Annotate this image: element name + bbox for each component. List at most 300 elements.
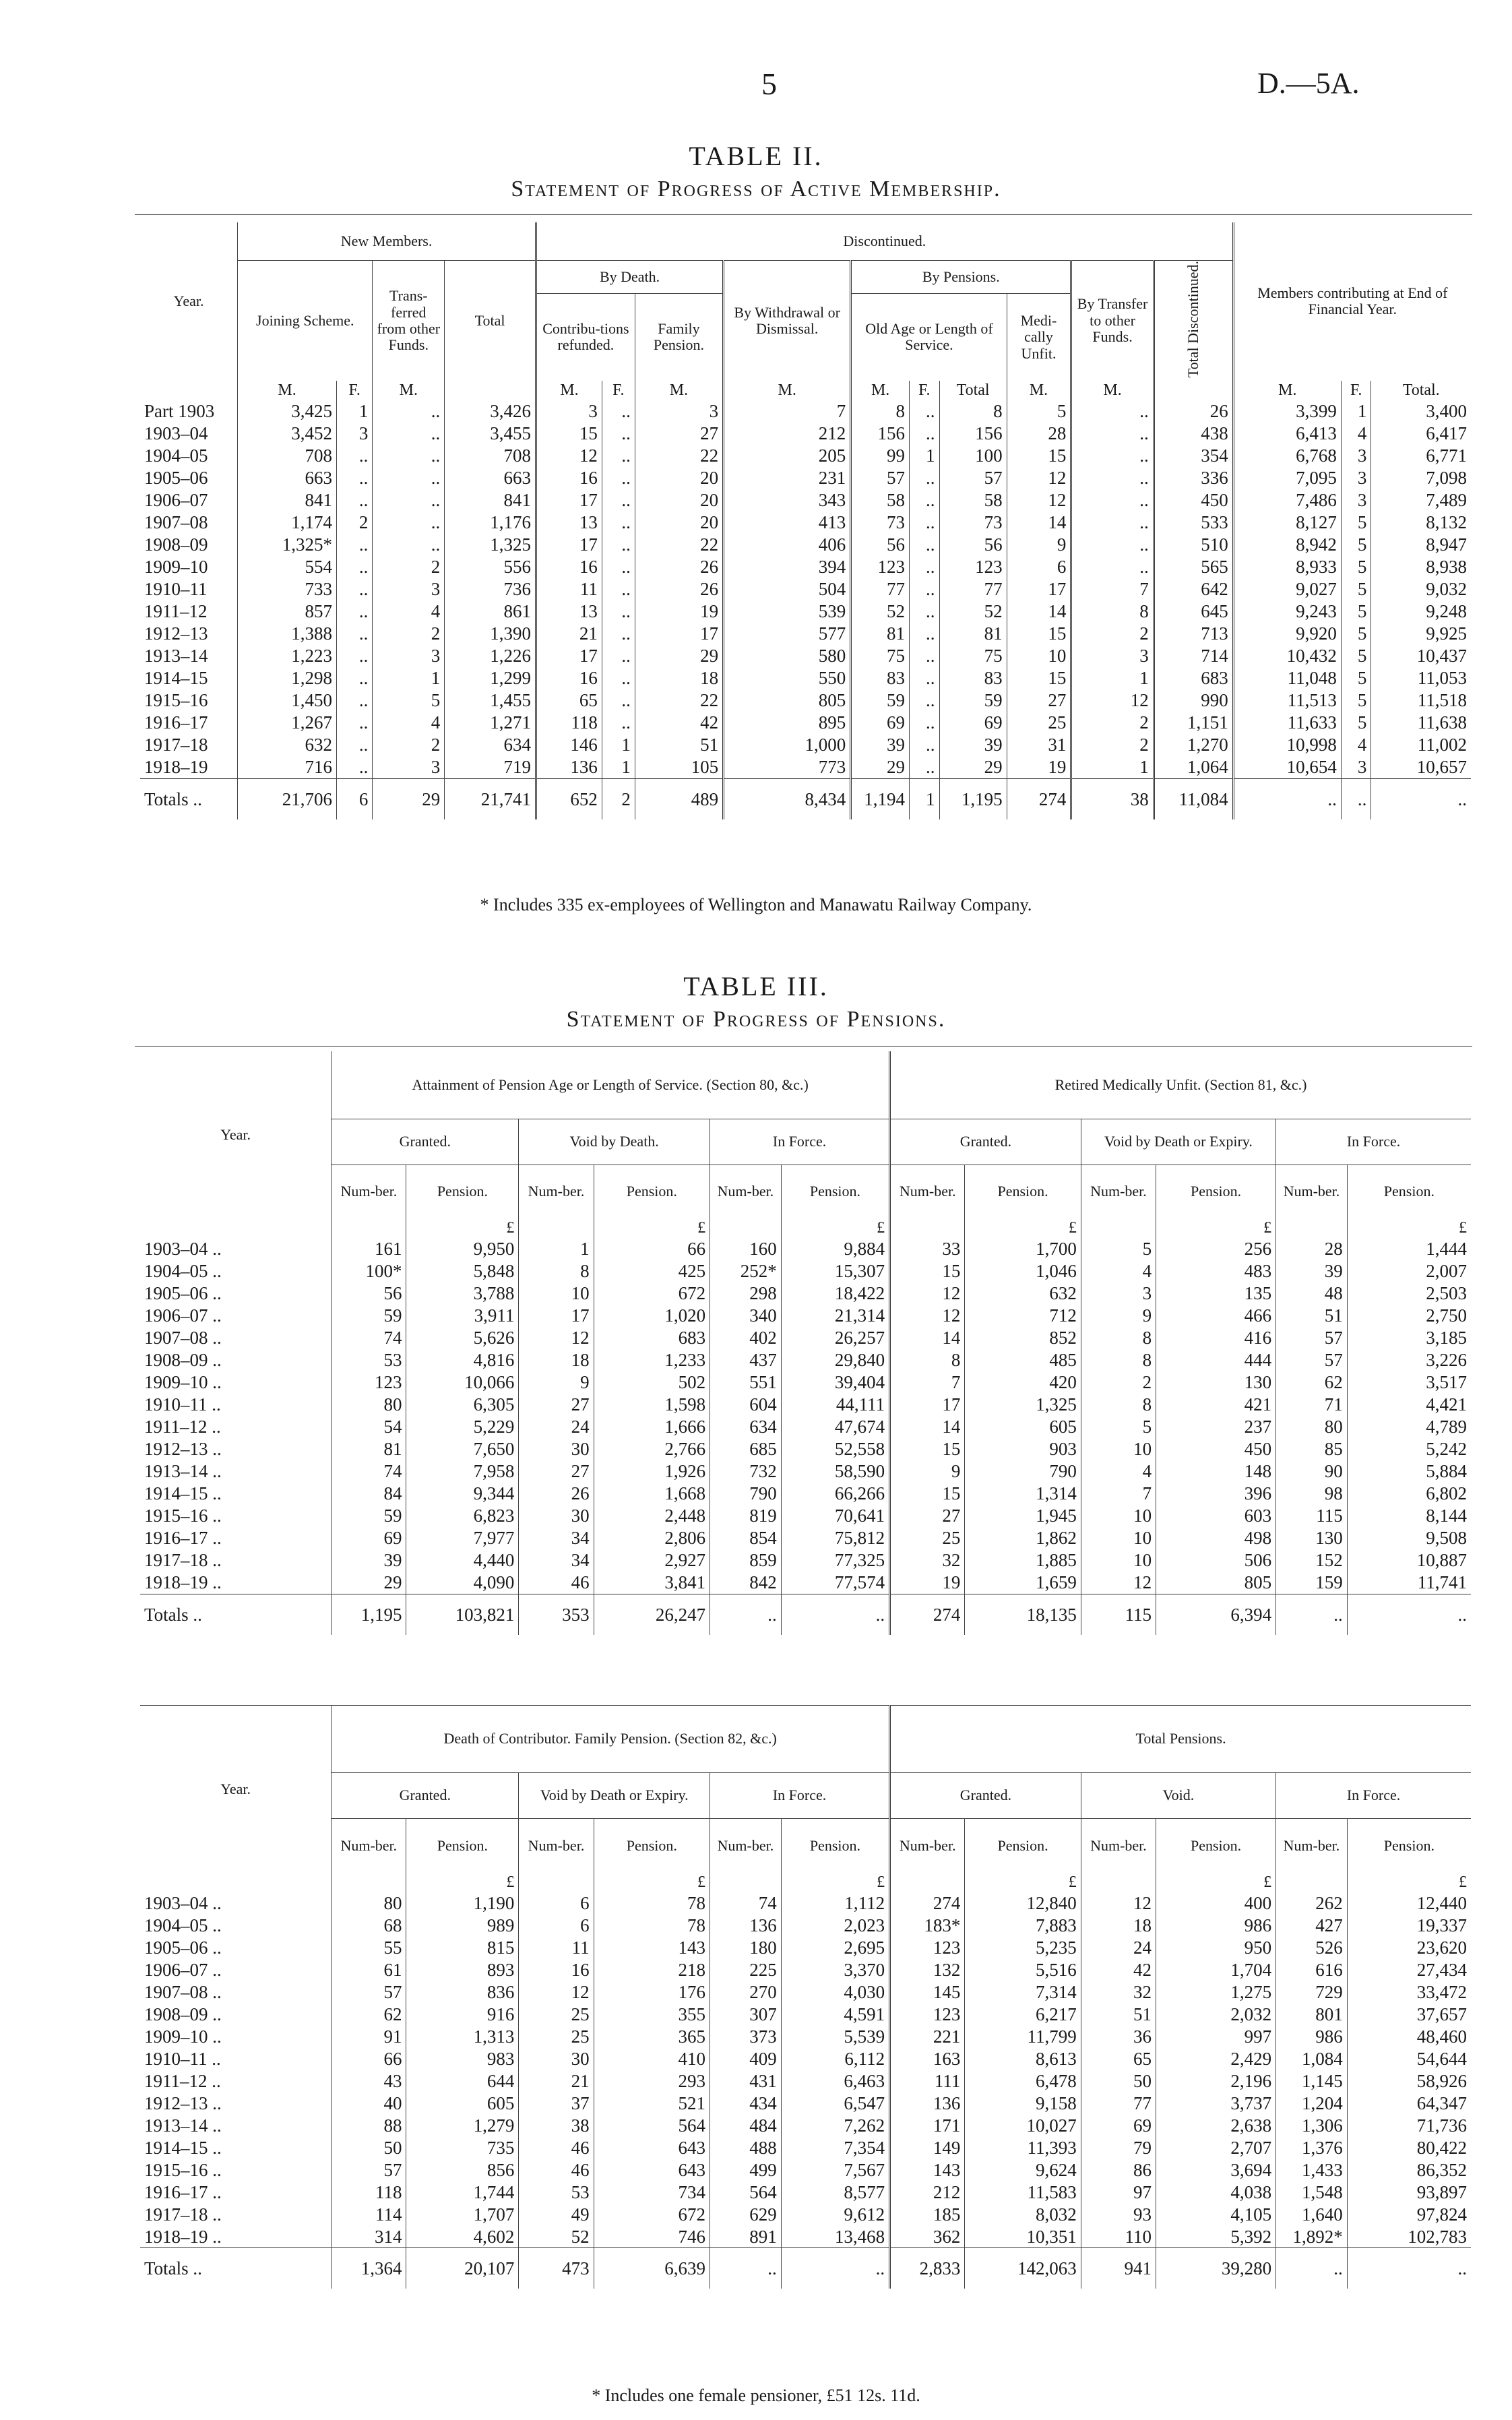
table-row (140, 2003, 1471, 2025)
t3b-value-cell: 1,275 (1156, 1981, 1276, 2003)
t3b-value-cell: 499 (710, 2159, 782, 2181)
t3b-value-cell: 983 (406, 2047, 519, 2070)
t3-h-number: Num-ber. (332, 1165, 406, 1218)
t3a-value-cell: 1,046 (965, 1260, 1081, 1282)
t3a-value-cell: 672 (594, 1282, 710, 1305)
t3a-value-cell: 81 (332, 1438, 406, 1460)
t3b-year-cell: 1907–08 .. (144, 1981, 222, 2002)
t2-value-cell: 105 (635, 756, 723, 779)
t3b-value-cell: 80 (332, 1892, 406, 1914)
t2-value-cell: 8,127 (1233, 511, 1341, 534)
t3-h-pension: Pension. (781, 1819, 889, 1873)
t2-unit-label: M. (1233, 381, 1341, 400)
t3a-value-cell: 5,848 (406, 1260, 519, 1282)
t2-value-cell: 2 (1071, 712, 1154, 734)
t2-value-cell: 736 (445, 578, 536, 600)
t2-value-cell: 5 (1341, 667, 1371, 689)
table-row (140, 1958, 1471, 1981)
t3b-value-cell: 93 (1081, 2203, 1156, 2225)
t2-value-cell: 10,654 (1233, 756, 1341, 779)
t2-value-cell: 26 (1154, 400, 1233, 423)
t3a-value-cell: 10 (1081, 1505, 1156, 1527)
table-row (140, 1460, 1471, 1483)
t3b-h-total-pensions: Total Pensions. (890, 1706, 1471, 1773)
t3b-value-cell: 9,624 (965, 2159, 1081, 2181)
t3a-value-cell: 9 (890, 1460, 965, 1483)
table-row (140, 1483, 1471, 1505)
t3a-value-cell: 466 (1156, 1305, 1276, 1327)
t2-value-cell: 6,771 (1371, 445, 1471, 467)
t3a-value-cell: 805 (1156, 1572, 1276, 1594)
t2-value-cell: 136 (536, 756, 602, 779)
t3b-value-cell: 2,023 (781, 1914, 889, 1936)
t3b-unit-blank (140, 1873, 332, 1892)
t3b-unit-label (890, 1873, 965, 1892)
t2-value-cell: 16 (536, 467, 602, 489)
t3a-value-cell: 5,229 (406, 1416, 519, 1438)
table3a-header (140, 1051, 1471, 1218)
t3b-value-cell: 4,030 (781, 1981, 889, 2003)
t3b-year-cell: 1906–07 .. (144, 1959, 222, 1980)
t2-value-cell: 21,741 (445, 778, 536, 819)
t3a-value-cell: 416 (1156, 1327, 1276, 1349)
t2-value-cell: .. (1071, 423, 1154, 445)
t3b-value-cell: 62 (332, 2003, 406, 2025)
t2-value-cell: .. (910, 756, 940, 779)
t2-value-cell: 1 (602, 734, 635, 756)
t3a-unit-label (1276, 1218, 1348, 1238)
t3b-value-cell: 93,897 (1347, 2181, 1471, 2203)
t3a-value-cell: 790 (710, 1483, 782, 1505)
t3b-value-cell: 74 (710, 1892, 782, 1914)
t3a-value-cell: 71 (1276, 1394, 1348, 1416)
table-row (140, 712, 1471, 734)
t3a-value-cell: 1,668 (594, 1483, 710, 1505)
t3a-value-cell: 4,789 (1347, 1416, 1471, 1438)
t3b-year-cell: 1912–13 .. (144, 2092, 222, 2113)
t3a-value-cell: 59 (332, 1505, 406, 1527)
t3a-value-cell: 4,816 (406, 1349, 519, 1371)
t3a-value-cell: 1,945 (965, 1505, 1081, 1527)
t3-h-number: Num-ber. (1081, 1165, 1156, 1218)
t3a-h-retired: Retired Medically Unfit. (Section 81, &c.) (890, 1051, 1471, 1119)
t2-value-cell: 9,248 (1371, 600, 1471, 623)
t2-value-cell: 773 (724, 756, 851, 779)
t3a-value-cell: 90 (1276, 1460, 1348, 1483)
t2-value-cell: 17 (536, 534, 602, 556)
t2-value-cell: 5 (1341, 578, 1371, 600)
t3b-unit-row (140, 1873, 1471, 1892)
t3b-value-cell: 4,602 (406, 2225, 519, 2248)
t2-value-cell: 20 (635, 489, 723, 511)
t3a-year-cell: 1907–08 .. (144, 1328, 222, 1348)
t3b-value-cell: 1,190 (406, 1892, 519, 1914)
t3b-year-cell: 1911–12 .. (144, 2070, 221, 2091)
t2-value-cell: 1,455 (445, 689, 536, 712)
t3b-value-cell: 409 (710, 2047, 782, 2070)
t3-h-pension: Pension. (594, 1165, 710, 1218)
t3b-unit-label (1081, 1873, 1156, 1892)
t3-h-pension: Pension. (1347, 1819, 1471, 1873)
table-row (140, 400, 1471, 423)
t2-value-cell: 16 (536, 667, 602, 689)
t3b-year-cell: 1913–14 .. (144, 2115, 222, 2136)
t2-value-cell: 27 (635, 423, 723, 445)
t3b-value-cell: 307 (710, 2003, 782, 2025)
t3b-value-cell: 9,158 (965, 2092, 1081, 2114)
t3a-value-cell: 551 (710, 1371, 782, 1394)
t2-unit-label: M. (373, 381, 445, 400)
t3-h-number: Num-ber. (710, 1819, 782, 1873)
t3b-value-cell: 6,217 (965, 2003, 1081, 2025)
t3-h-pension: Pension. (406, 1819, 519, 1873)
t3a-value-cell: 15 (890, 1483, 965, 1505)
t3a-value-cell: 135 (1156, 1282, 1276, 1305)
t3b-value-cell: 221 (890, 2025, 965, 2047)
t3a-value-cell: 8 (1081, 1349, 1156, 1371)
t3b-value-cell: 2,032 (1156, 2003, 1276, 2025)
t3a-year-cell: 1913–14 .. (144, 1461, 222, 1482)
t2-value-cell: 6 (337, 778, 373, 819)
t3a-year-cell: Totals .. (140, 1594, 332, 1635)
t2-value-cell: 7,095 (1233, 467, 1341, 489)
t2-value-cell: .. (337, 756, 373, 779)
t3a-h-in-force: In Force. (710, 1119, 890, 1165)
t2-value-cell: 1,223 (238, 645, 337, 667)
t3a-year-cell: 1915–16 .. (144, 1506, 222, 1526)
t3-h-pension: Pension. (1347, 1165, 1471, 1218)
t3a-value-cell: 450 (1156, 1438, 1276, 1460)
t3a-value-cell: 10,887 (1347, 1549, 1471, 1572)
t2-value-cell: 118 (536, 712, 602, 734)
t2-value-cell: 336 (1154, 467, 1233, 489)
t3a-value-cell: 1,233 (594, 1349, 710, 1371)
t2-year-cell: 1916–17 (144, 712, 208, 733)
t3b-value-cell: 986 (1156, 1914, 1276, 1936)
t3-h-number: Num-ber. (710, 1165, 782, 1218)
t3a-value-cell: 30 (519, 1438, 594, 1460)
t3b-value-cell: 1,704 (1156, 1958, 1276, 1981)
t2-h-family-pension: Family Pension. (635, 294, 723, 381)
table-row (140, 1260, 1471, 1282)
t2-unit-label: F. (910, 381, 940, 400)
table-row (140, 1327, 1471, 1349)
t2-value-cell: 3,400 (1371, 400, 1471, 423)
t2-h-by-transfer: By Transfer to other Funds. (1071, 260, 1154, 381)
t2-value-cell: 6 (1007, 556, 1071, 578)
t2-value-cell: 857 (238, 600, 337, 623)
page-number: 5 (761, 67, 777, 101)
t3-h-pension: Pension. (965, 1819, 1081, 1873)
table3-subtitle: Statement of Progress of Pensions. (566, 1007, 946, 1032)
t3a-value-cell: 3 (1081, 1282, 1156, 1305)
t2-value-cell: .. (1071, 400, 1154, 423)
table-row (140, 2225, 1471, 2248)
t3b-h-death-contrib: Death of Contributor. Family Pension. (Section 82, &c.) (332, 1706, 890, 1773)
t3a-value-cell: 3,517 (1347, 1371, 1471, 1394)
t2-value-cell: 5 (1341, 623, 1371, 645)
t2-value-cell: .. (602, 467, 635, 489)
t3b-year-cell: 1905–06 .. (144, 1937, 222, 1958)
t2-value-cell: .. (602, 400, 635, 423)
t2-value-cell: .. (373, 467, 445, 489)
t3a-value-cell: 854 (710, 1527, 782, 1549)
t2-value-cell: 713 (1154, 623, 1233, 645)
t2-value-cell: 9 (1007, 534, 1071, 556)
t3a-value-cell: 396 (1156, 1483, 1276, 1505)
t2-value-cell: 11,518 (1371, 689, 1471, 712)
t3b-value-cell: 37,657 (1347, 2003, 1471, 2025)
t2-unit-label: F. (337, 381, 373, 400)
t3b-value-cell: 526 (1276, 1936, 1348, 1958)
t2-value-cell: .. (910, 667, 940, 689)
t2-value-cell: 11 (536, 578, 602, 600)
t2-value-cell: 25 (1007, 712, 1071, 734)
t2-value-cell: 8 (851, 400, 910, 423)
t3a-value-cell: 603 (1156, 1505, 1276, 1527)
t2-value-cell: 8 (1071, 600, 1154, 623)
t3a-value-cell: 19 (890, 1572, 965, 1594)
t3a-unit-label: £ (1156, 1218, 1276, 1238)
table-row (140, 1305, 1471, 1327)
t3a-value-cell: 12 (1081, 1572, 1156, 1594)
t2-value-cell: .. (337, 467, 373, 489)
table-row (140, 511, 1471, 534)
t3b-value-cell: 57 (332, 1981, 406, 2003)
table3-title: TABLE III. (683, 971, 829, 1001)
t2-unit-label: Total (939, 381, 1007, 400)
t2-value-cell: .. (373, 400, 445, 423)
t2-totals-row (140, 778, 1471, 819)
t2-value-cell: .. (602, 534, 635, 556)
t3b-year-cell: 1917–18 .. (144, 2204, 222, 2225)
t2-unit-blank (140, 381, 238, 400)
t3b-value-cell: 110 (1081, 2225, 1156, 2248)
t2-value-cell: 6,768 (1233, 445, 1341, 467)
t3b-year-cell: 1904–05 .. (144, 1915, 222, 1935)
t3b-value-cell: 274 (890, 1892, 965, 1914)
t2-year-cell: 1914–15 (144, 668, 208, 688)
t2-value-cell: .. (910, 489, 940, 511)
t2-value-cell: 1 (337, 400, 373, 423)
t3a-value-cell: 33 (890, 1238, 965, 1260)
t2-value-cell: 156 (939, 423, 1007, 445)
t3b-value-cell: 136 (890, 2092, 965, 2114)
t3b-value-cell: 39,280 (1156, 2248, 1276, 2289)
t3a-value-cell: 421 (1156, 1394, 1276, 1416)
t3a-value-cell: 859 (710, 1549, 782, 1572)
table-row (140, 2159, 1471, 2181)
t3b-value-cell: 171 (890, 2114, 965, 2136)
t2-value-cell: 438 (1154, 423, 1233, 445)
t3b-value-cell: 746 (594, 2225, 710, 2248)
t3a-value-cell: 4,440 (406, 1549, 519, 1572)
t2-unit-label: M. (724, 381, 851, 400)
t2-value-cell: .. (910, 423, 940, 445)
t2-value-cell: 11,084 (1154, 778, 1233, 819)
t2-h-total: Total (445, 260, 536, 381)
t2-value-cell: 14 (1007, 511, 1071, 534)
t2-value-cell: 394 (724, 556, 851, 578)
t2-value-cell: 9,032 (1371, 578, 1471, 600)
t3a-year-cell: 1911–12 .. (144, 1417, 221, 1437)
t3a-value-cell: 57 (1276, 1327, 1348, 1349)
t2-value-cell: .. (602, 712, 635, 734)
t3b-value-cell: 12 (519, 1981, 594, 2003)
t2-value-cell: 22 (635, 445, 723, 467)
t3b-value-cell: 123 (890, 2003, 965, 2025)
t2-value-cell: 1,325 (445, 534, 536, 556)
t2-value-cell: 733 (238, 578, 337, 600)
t3a-value-cell: 10 (1081, 1549, 1156, 1572)
t2-value-cell: 3 (1341, 756, 1371, 779)
t3a-value-cell: 47,674 (781, 1416, 889, 1438)
t2-value-cell: .. (910, 534, 940, 556)
t2-value-cell: 8 (939, 400, 1007, 423)
t2-value-cell: 5 (373, 689, 445, 712)
t3a-value-cell: 8 (890, 1349, 965, 1371)
t2-value-cell: 11,048 (1233, 667, 1341, 689)
table3-part-a (140, 1051, 1471, 1635)
table3b-body (140, 1873, 1471, 2289)
t3a-value-cell: 1,314 (965, 1483, 1081, 1505)
t3b-value-cell: 488 (710, 2136, 782, 2159)
t3b-value-cell: 52 (519, 2225, 594, 2248)
t3b-value-cell: 77 (1081, 2092, 1156, 2114)
t3a-value-cell: 48 (1276, 1282, 1348, 1305)
t3a-value-cell: 2,927 (594, 1549, 710, 1572)
t3b-value-cell: 941 (1081, 2248, 1156, 2289)
t3a-value-cell: 1,659 (965, 1572, 1081, 1594)
t3b-value-cell: 1,364 (332, 2248, 406, 2289)
t3b-year-cell: 1918–19 .. (144, 2226, 222, 2247)
t3a-value-cell: 70,641 (781, 1505, 889, 1527)
t2-value-cell: 895 (724, 712, 851, 734)
t2-value-cell: 19 (635, 600, 723, 623)
t3b-value-cell: 91 (332, 2025, 406, 2047)
t2-value-cell: 3 (536, 400, 602, 423)
t2-value-cell: 2 (602, 778, 635, 819)
t3b-value-cell: 143 (890, 2159, 965, 2181)
t2-unit-label: Total. (1371, 381, 1471, 400)
t3a-value-cell: 58,590 (781, 1460, 889, 1483)
t3b-value-cell: 13,468 (781, 2225, 889, 2248)
t3a-unit-label: £ (781, 1218, 889, 1238)
t2-value-cell: 1,450 (238, 689, 337, 712)
t2-value-cell: 5 (1341, 511, 1371, 534)
t3b-value-cell: 225 (710, 1958, 782, 1981)
t3a-h-attainment: Attainment of Pension Age or Length of Service. (Section 80, &c.) (332, 1051, 890, 1119)
t3b-h-void-death-expiry: Void by Death or Expiry. (519, 1773, 710, 1819)
t2-value-cell: 10,998 (1233, 734, 1341, 756)
table-row (140, 556, 1471, 578)
t3a-value-cell: 130 (1276, 1527, 1348, 1549)
t2-value-cell: 81 (939, 623, 1007, 645)
t3a-value-cell: 1,862 (965, 1527, 1081, 1549)
t2-value-cell: .. (910, 734, 940, 756)
t2-value-cell: 212 (724, 423, 851, 445)
t2-value-cell: 8,434 (724, 778, 851, 819)
t3b-year-cell: 1909–10 .. (144, 2026, 222, 2047)
t2-value-cell: .. (337, 445, 373, 467)
t2-year-cell: 1918–19 (144, 757, 208, 777)
t2-value-cell: 1,390 (445, 623, 536, 645)
t3b-value-cell: 365 (594, 2025, 710, 2047)
table-row (140, 2025, 1471, 2047)
t2-value-cell: 11,638 (1371, 712, 1471, 734)
t3b-value-cell: 950 (1156, 1936, 1276, 1958)
t3b-value-cell: 605 (406, 2092, 519, 2114)
t2-value-cell: 59 (939, 689, 1007, 712)
t3b-value-cell: 644 (406, 2070, 519, 2092)
t2-value-cell: 100 (939, 445, 1007, 467)
t3b-unit-label (519, 1873, 594, 1892)
t2-value-cell: .. (910, 556, 940, 578)
t3a-value-cell: 6,394 (1156, 1594, 1276, 1635)
t3a-year-cell: 1910–11 .. (144, 1394, 221, 1415)
t3b-value-cell: 564 (710, 2181, 782, 2203)
t3b-value-cell: 68 (332, 1914, 406, 1936)
t2-h-by-pensions: By Pensions. (851, 260, 1071, 294)
t3a-value-cell: 15,307 (781, 1260, 889, 1282)
t3b-value-cell: 891 (710, 2225, 782, 2248)
t3a-value-cell: 4 (1081, 1260, 1156, 1282)
t2-value-cell: 73 (939, 511, 1007, 534)
t2-value-cell: 8,933 (1233, 556, 1341, 578)
t2-value-cell: 7,486 (1233, 489, 1341, 511)
t3a-value-cell: 57 (1276, 1349, 1348, 1371)
t2-value-cell: .. (1341, 778, 1371, 819)
t3a-value-cell: 10,066 (406, 1371, 519, 1394)
t2-value-cell: .. (337, 645, 373, 667)
table-row (140, 1282, 1471, 1305)
t2-value-cell: 18 (635, 667, 723, 689)
t3a-unit-label (519, 1218, 594, 1238)
t2-value-cell: 31 (1007, 734, 1071, 756)
t3a-value-cell: 7,958 (406, 1460, 519, 1483)
table3-part-b (140, 1705, 1471, 2289)
table-row (140, 645, 1471, 667)
t3b-value-cell: 48,460 (1347, 2025, 1471, 2047)
t3b-value-cell: 2,196 (1156, 2070, 1276, 2092)
t3b-value-cell: 58,926 (1347, 2070, 1471, 2092)
t2-unit-label: F. (1341, 381, 1371, 400)
t2-value-cell: 59 (851, 689, 910, 712)
t3b-value-cell: 1,640 (1276, 2203, 1348, 2225)
t3b-value-cell: 616 (1276, 1958, 1348, 1981)
t2-value-cell: .. (337, 534, 373, 556)
t2-value-cell: 1,194 (851, 778, 910, 819)
t3a-year-cell: 1908–09 .. (144, 1350, 222, 1371)
t3b-value-cell: 3,737 (1156, 2092, 1276, 2114)
t3-h-pension: Pension. (781, 1165, 889, 1218)
t3b-value-cell: 4,105 (1156, 2203, 1276, 2225)
t2-h-old-age: Old Age or Length of Service. (851, 294, 1007, 381)
t2-value-cell: 652 (536, 778, 602, 819)
t2-year-cell: 1903–04 (144, 423, 208, 443)
t2-unit-label (445, 381, 536, 400)
t3a-value-cell: 27 (890, 1505, 965, 1527)
t2-value-cell: 65 (536, 689, 602, 712)
t3a-value-cell: 3,911 (406, 1305, 519, 1327)
t2-value-cell: 642 (1154, 578, 1233, 600)
t3a-value-cell: 148 (1156, 1460, 1276, 1483)
t3a-value-cell: 5 (1081, 1416, 1156, 1438)
t2-value-cell: 11,002 (1371, 734, 1471, 756)
t2-year-cell: 1912–13 (144, 623, 208, 644)
t3b-value-cell: 836 (406, 1981, 519, 2003)
t3a-value-cell: 9,508 (1347, 1527, 1471, 1549)
